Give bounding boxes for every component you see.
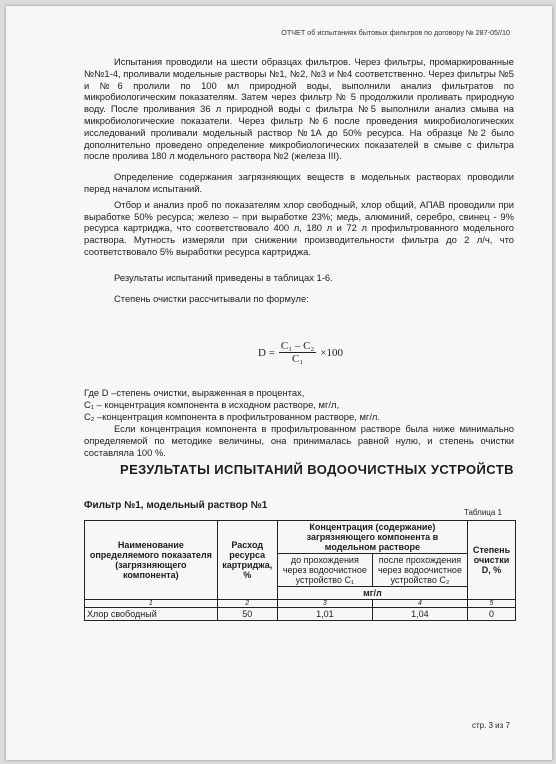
table-row [85, 608, 516, 621]
header-unit: мг/л [277, 587, 467, 600]
page-header: ОТЧЕТ об испытаниях бытовых фильтров по договору № 287-05//10 [281, 28, 510, 37]
header-before: до прохождения через водоочистное устройство C₁ [277, 554, 372, 587]
header-flow: Расход ресурса картриджа, % [217, 521, 277, 600]
definitions [84, 387, 514, 422]
header-concentration: Концентрация (содержание) загрязняющего компонента в модельном растворе [277, 521, 467, 554]
formula-numerator: C₁ – C₂ [280, 340, 315, 352]
paragraph: Испытания проводили на шести образцах фильтров. Через фильтры, промаркированные №№1-4, проливали модельные растворы №1, №2, №3 и №4 соответственно. Через фильтры №5 и №6 пролили по 100 мл природной воды, выполнили анализ фильтратов по микробиологическим показателям. Затем через фильтр № 5 продолжили проливать природную воду. После проливания 36 л природной воды с фильтра №5 выполнили анализ смыва на микробиологические показатели. Через фильтр №6 после проведения микробиологических исследований проливали модельный раствор №1А до 50% ресурса. На образце №2 было дополнительно проведено определение микробиологических показателей в смыве с фильтра после пролива 180 л модельного раствора №2 (железа III). [84, 56, 514, 162]
definition: Где D –степень очистки, выраженная в процентах, [84, 387, 305, 398]
filter-heading: Фильтр №1, модельный раствор №1 [84, 500, 268, 511]
note [84, 423, 514, 458]
definition: C₂ –концентрация компонента в профильтрованном растворе, мг/л. [84, 410, 380, 422]
cell-degree: 0 [468, 608, 516, 621]
formula-fraction [279, 340, 316, 365]
col-number: 3 [277, 600, 372, 608]
body-text [84, 56, 514, 304]
definition: C₁ – концентрация компонента в исходном растворе, мг/л, [84, 398, 340, 410]
header-degree: Степень очистки D, % [468, 521, 516, 600]
paragraph: Отбор и анализ проб по показателям хлор свободный, хлор общий, АПАВ проводили при выработке 50% ресурса; железо – при выработке 23%; медь, алюминий, серебро, свинец - 9% ресурса картриджа, что соответствовало 400 л, 180 л и 72 л профильтрованного модельного раствора. Мутность измеряли при снижении производительности фильтра до 2 л/ч, что соответствовало 5% выработки ресурса картриджа. [84, 198, 514, 257]
formula-rhs: ×100 [320, 346, 343, 359]
paragraph: Степень очистки рассчитывали по формуле: [114, 292, 309, 304]
results-heading: РЕЗУЛЬТАТЫ ИСПЫТАНИЙ ВОДООЧИСТНЫХ УСТРОЙСТВ [120, 462, 514, 477]
col-number: 1 [85, 600, 218, 608]
page-number: стр. 3 из 7 [471, 721, 510, 730]
cell-c1: 1,01 [277, 608, 372, 621]
cell-name: Хлор свободный [85, 608, 218, 621]
results-table [84, 520, 516, 621]
formula-denominator: C₁ [291, 353, 304, 365]
document-page [6, 6, 552, 760]
cell-flow: 50 [217, 608, 277, 621]
col-number: 2 [217, 600, 277, 608]
header-name: Наименование определяемого показателя (загрязняющего компонента) [85, 521, 218, 600]
col-number: 5 [468, 600, 516, 608]
formula [258, 340, 343, 365]
paragraph: Результаты испытаний приведены в таблицах 1-6. [114, 271, 333, 283]
header-after: после прохождения через водоочистное устройство C₂ [372, 554, 467, 587]
cell-c2: 1,04 [372, 608, 467, 621]
paragraph: Если концентрация компонента в профильтрованном растворе была ниже минимально определяемой по методике величины, она принималась равной нулю, и степень очистки составляла 100 %. [84, 423, 514, 458]
col-number: 4 [372, 600, 467, 608]
formula-lhs: D = [258, 346, 275, 359]
table-caption: Таблица 1 [463, 508, 502, 517]
paragraph: Определение содержания загрязняющих веществ в модельных растворах проводили перед началом испытаний. [84, 171, 514, 194]
